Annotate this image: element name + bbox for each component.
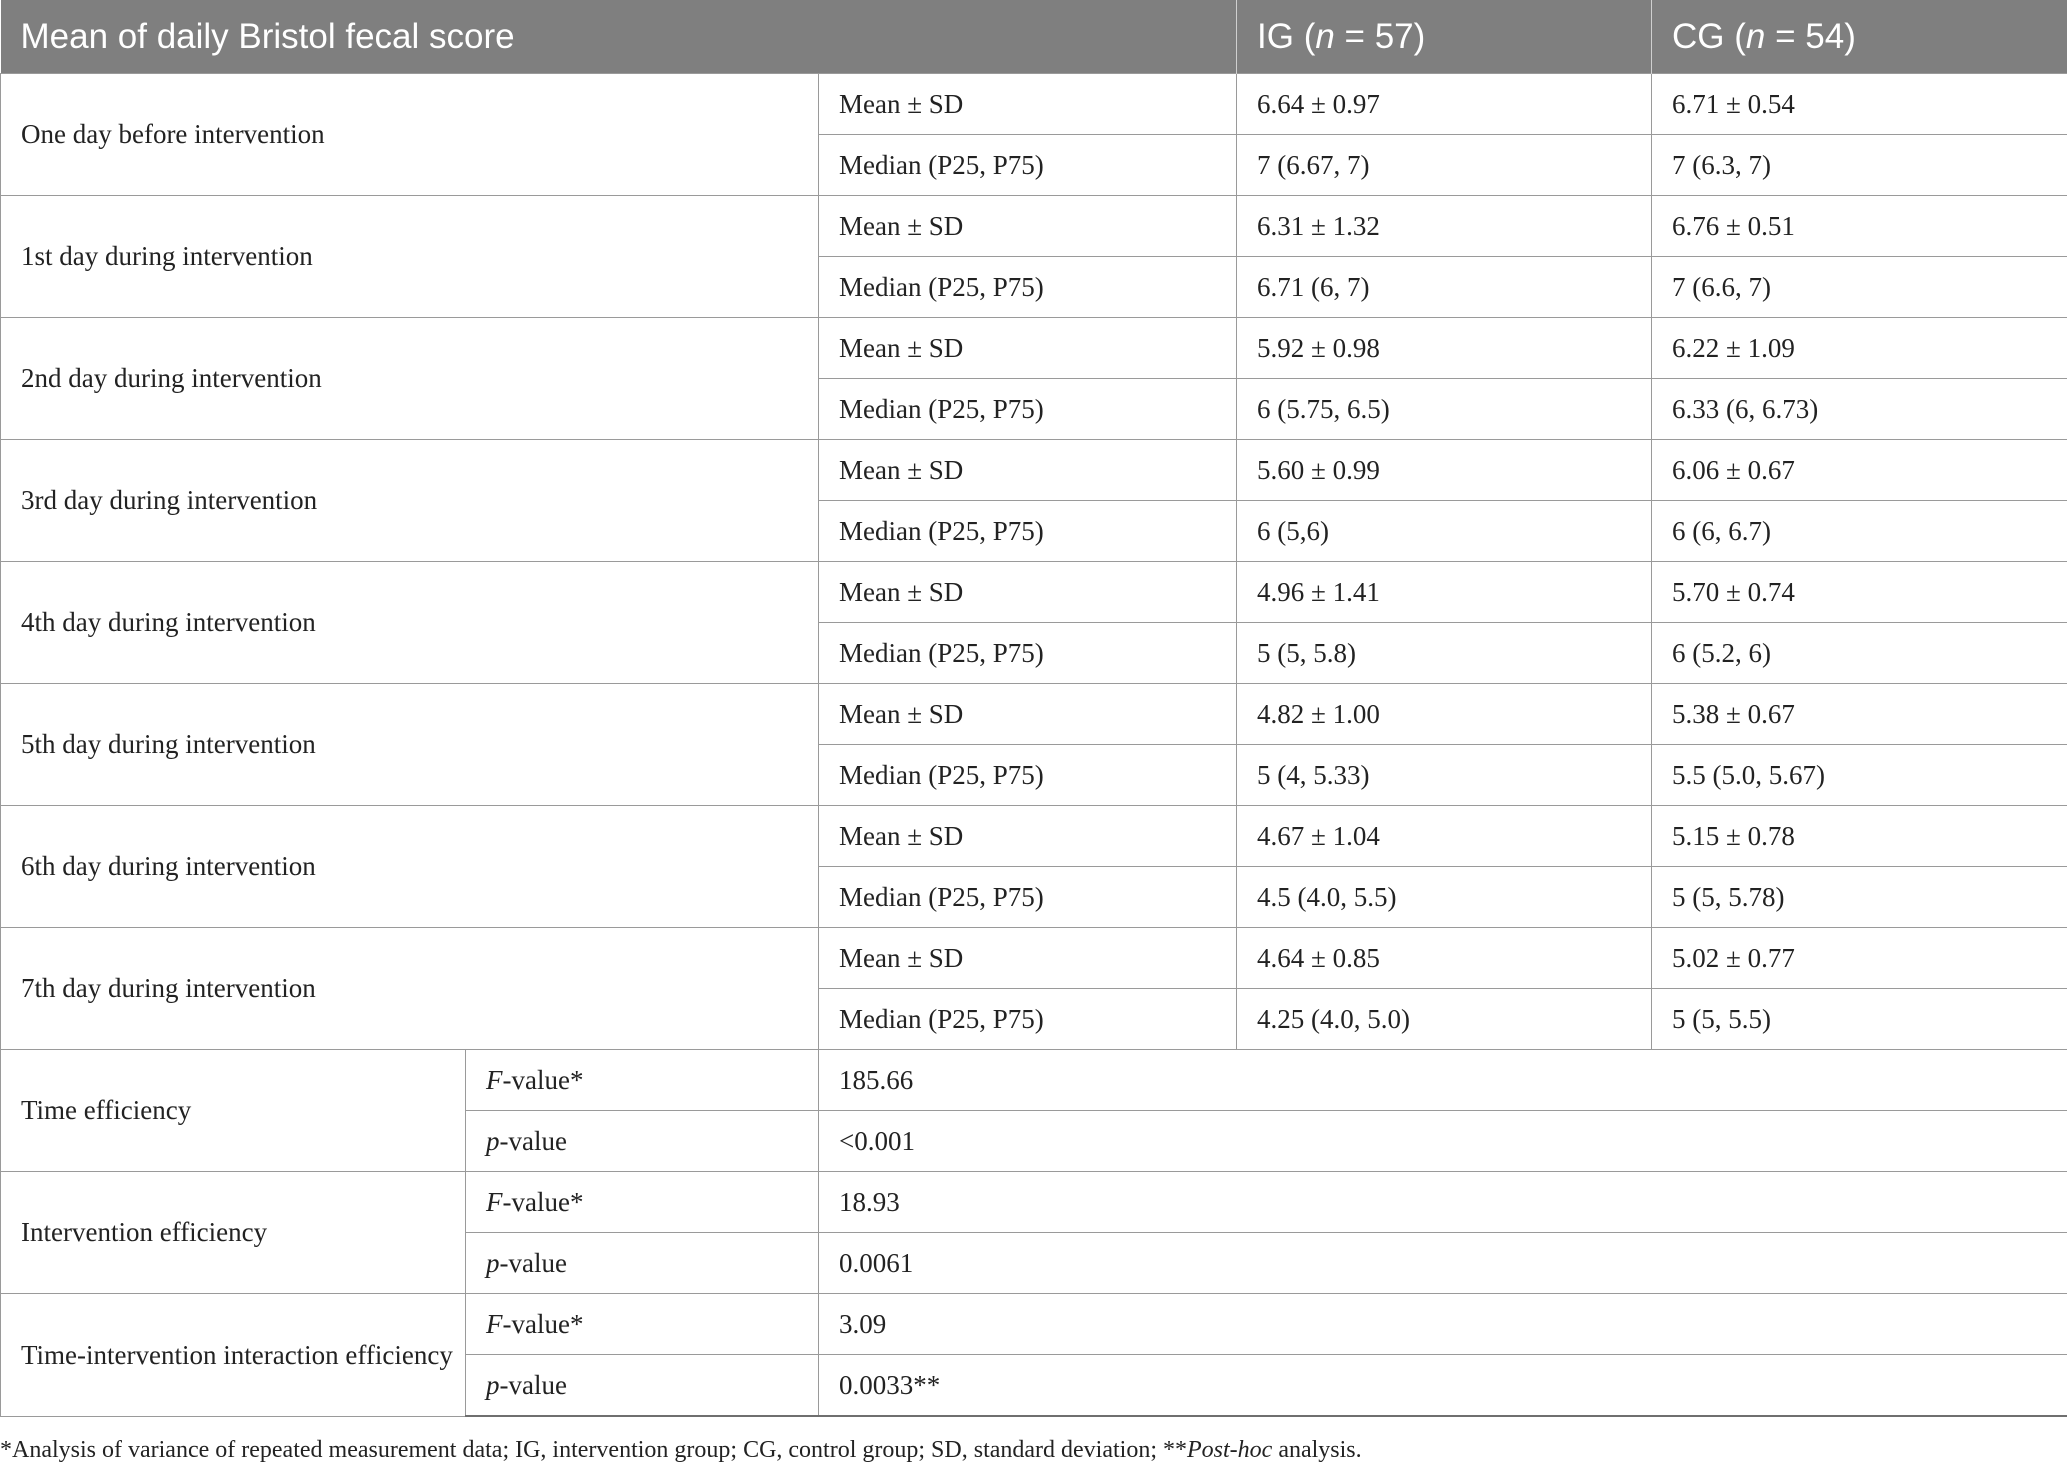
ig-mean: 4.82 ± 1.00 xyxy=(1237,684,1652,745)
cg-median: 6 (6, 6.7) xyxy=(1652,501,2067,562)
stat-group-label: Time efficiency xyxy=(1,1050,466,1172)
table-row xyxy=(1,440,2067,501)
stat-label: Mean ± SD xyxy=(819,440,1237,501)
table-row xyxy=(1,1172,2067,1233)
stat-label: Mean ± SD xyxy=(819,806,1237,867)
stat-group-label: Time-intervention interaction efficiency xyxy=(1,1294,466,1417)
ig-mean: 6.31 ± 1.32 xyxy=(1237,196,1652,257)
p-value: <0.001 xyxy=(819,1111,2067,1172)
ig-mean: 5.92 ± 0.98 xyxy=(1237,318,1652,379)
f-value-label: F-value* xyxy=(466,1172,819,1233)
table-row xyxy=(1,806,2067,867)
day-label: 6th day during intervention xyxy=(1,806,819,928)
stat-label: Mean ± SD xyxy=(819,684,1237,745)
day-label: 4th day during intervention xyxy=(1,562,819,684)
ig-mean: 4.64 ± 0.85 xyxy=(1237,928,1652,989)
table-footnote: *Analysis of variance of repeated measurement data; IG, intervention group; CG, control group; SD, standard deviation; **Post-hoc analysis. xyxy=(0,1437,1362,1463)
ig-median: 4.5 (4.0, 5.5) xyxy=(1237,867,1652,928)
stat-label: Median (P25, P75) xyxy=(819,257,1237,318)
cg-median: 7 (6.3, 7) xyxy=(1652,135,2067,196)
p-value-label: p-value xyxy=(466,1355,819,1417)
cg-mean: 6.06 ± 0.67 xyxy=(1652,440,2067,501)
f-value-label: F-value* xyxy=(466,1050,819,1111)
header-ig: IG (n = 57) xyxy=(1237,0,1652,74)
cg-median: 5 (5, 5.78) xyxy=(1652,867,2067,928)
f-value: 185.66 xyxy=(819,1050,2067,1111)
day-label: One day before intervention xyxy=(1,74,819,196)
day-label: 2nd day during intervention xyxy=(1,318,819,440)
p-value: 0.0061 xyxy=(819,1233,2067,1294)
cg-mean: 5.02 ± 0.77 xyxy=(1652,928,2067,989)
table-row xyxy=(1,1050,2067,1111)
ig-median: 6 (5.75, 6.5) xyxy=(1237,379,1652,440)
f-value: 18.93 xyxy=(819,1172,2067,1233)
day-label: 3rd day during intervention xyxy=(1,440,819,562)
cg-mean: 5.70 ± 0.74 xyxy=(1652,562,2067,623)
stat-group-label: Intervention efficiency xyxy=(1,1172,466,1294)
table-row xyxy=(1,318,2067,379)
ig-median: 5 (4, 5.33) xyxy=(1237,745,1652,806)
day-label: 7th day during intervention xyxy=(1,928,819,1050)
table-row xyxy=(1,562,2067,623)
stat-label: Median (P25, P75) xyxy=(819,745,1237,806)
cg-mean: 6.22 ± 1.09 xyxy=(1652,318,2067,379)
ig-median: 6 (5,6) xyxy=(1237,501,1652,562)
day-label: 5th day during intervention xyxy=(1,684,819,806)
cg-median: 7 (6.6, 7) xyxy=(1652,257,2067,318)
cg-median: 6.33 (6, 6.73) xyxy=(1652,379,2067,440)
f-value-label: F-value* xyxy=(466,1294,819,1355)
header-title: Mean of daily Bristol fecal score xyxy=(1,0,1237,74)
cg-median: 5.5 (5.0, 5.67) xyxy=(1652,745,2067,806)
stat-label: Median (P25, P75) xyxy=(819,867,1237,928)
stat-label: Mean ± SD xyxy=(819,74,1237,135)
table-row xyxy=(1,74,2067,135)
ig-median: 7 (6.67, 7) xyxy=(1237,135,1652,196)
ig-median: 5 (5, 5.8) xyxy=(1237,623,1652,684)
stat-label: Mean ± SD xyxy=(819,562,1237,623)
stat-label: Mean ± SD xyxy=(819,196,1237,257)
stat-label: Median (P25, P75) xyxy=(819,135,1237,196)
cg-mean: 6.71 ± 0.54 xyxy=(1652,74,2067,135)
table-row xyxy=(1,928,2067,989)
ig-median: 6.71 (6, 7) xyxy=(1237,257,1652,318)
stat-label: Median (P25, P75) xyxy=(819,379,1237,440)
cg-mean: 5.15 ± 0.78 xyxy=(1652,806,2067,867)
ig-mean: 4.67 ± 1.04 xyxy=(1237,806,1652,867)
stat-label: Median (P25, P75) xyxy=(819,501,1237,562)
f-value: 3.09 xyxy=(819,1294,2067,1355)
cg-mean: 5.38 ± 0.67 xyxy=(1652,684,2067,745)
p-value-label: p-value xyxy=(466,1111,819,1172)
table-row xyxy=(1,1294,2067,1355)
p-value-label: p-value xyxy=(466,1233,819,1294)
stat-label: Mean ± SD xyxy=(819,928,1237,989)
cg-median: 6 (5.2, 6) xyxy=(1652,623,2067,684)
ig-mean: 5.60 ± 0.99 xyxy=(1237,440,1652,501)
ig-mean: 6.64 ± 0.97 xyxy=(1237,74,1652,135)
table-header-row xyxy=(1,0,2067,74)
p-value: 0.0033** xyxy=(819,1355,2067,1417)
stat-label: Median (P25, P75) xyxy=(819,989,1237,1050)
ig-median: 4.25 (4.0, 5.0) xyxy=(1237,989,1652,1050)
cg-median: 5 (5, 5.5) xyxy=(1652,989,2067,1050)
day-label: 1st day during intervention xyxy=(1,196,819,318)
table-row xyxy=(1,684,2067,745)
stat-label: Mean ± SD xyxy=(819,318,1237,379)
stat-label: Median (P25, P75) xyxy=(819,623,1237,684)
ig-mean: 4.96 ± 1.41 xyxy=(1237,562,1652,623)
header-cg: CG (n = 54) xyxy=(1652,0,2067,74)
cg-mean: 6.76 ± 0.51 xyxy=(1652,196,2067,257)
table-row xyxy=(1,196,2067,257)
